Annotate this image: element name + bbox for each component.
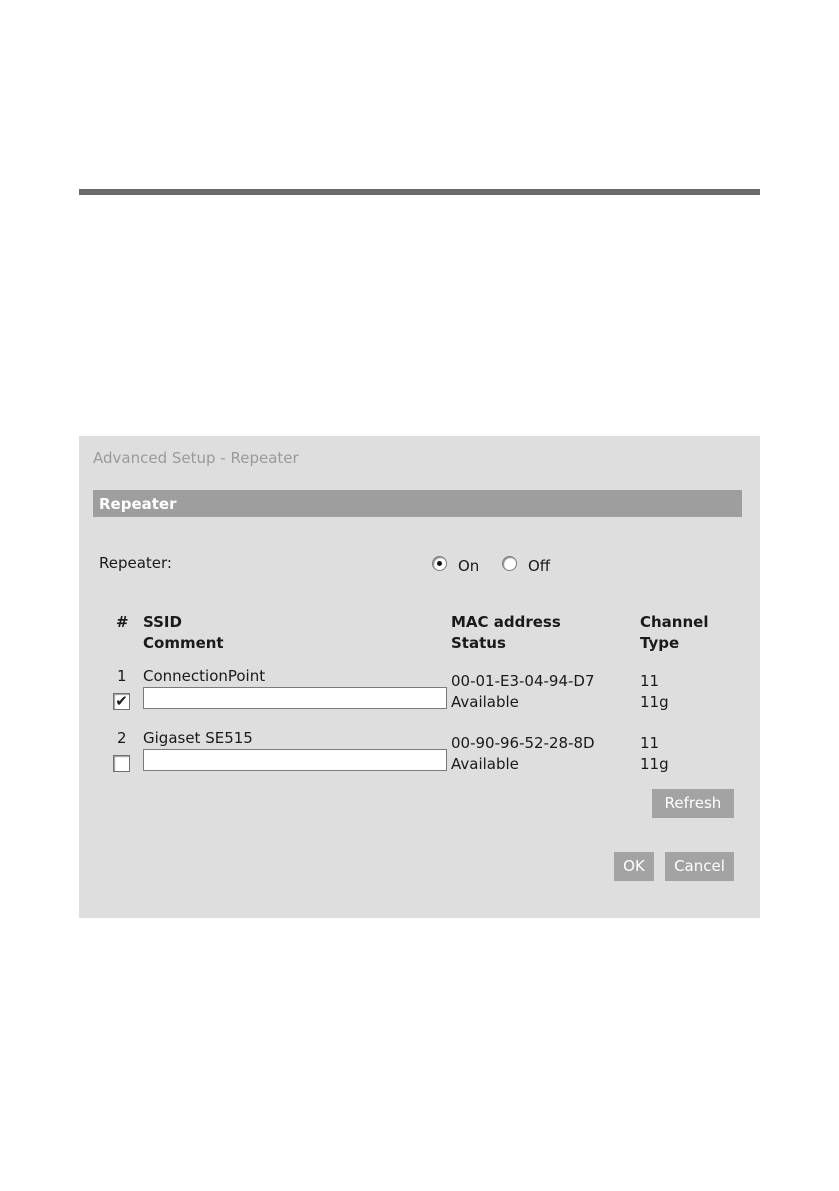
row-select-checkbox[interactable] [113, 755, 130, 772]
ok-button[interactable]: OK [614, 852, 654, 881]
row-mac: 00-90-96-52-28-8D [451, 734, 595, 752]
row-comment-input[interactable] [143, 687, 447, 709]
row-channel: 11 [640, 734, 660, 752]
row-ssid: Gigaset SE515 [143, 729, 253, 747]
row-number: 1 [117, 667, 127, 685]
page-title: Advanced Setup - Repeater [93, 449, 299, 467]
col-header-num: # [116, 613, 129, 631]
section-header [93, 490, 742, 517]
row-type: 11g [640, 693, 669, 711]
row-ssid: ConnectionPoint [143, 667, 266, 685]
repeater-on-label: On [458, 557, 480, 575]
row-type: 11g [640, 755, 669, 773]
col-header-ssid: SSID [143, 613, 182, 631]
row-mac: 00-01-E3-04-94-D7 [451, 672, 595, 690]
row-status: Available [451, 755, 519, 773]
repeater-setup-panel [79, 436, 760, 918]
section-title: Repeater [99, 495, 177, 513]
row-channel: 11 [640, 672, 660, 690]
repeater-label: Repeater: [99, 554, 172, 572]
cancel-button[interactable]: Cancel [665, 852, 734, 881]
row-status: Available [451, 693, 519, 711]
repeater-off-radio[interactable] [502, 556, 517, 571]
repeater-on-radio[interactable] [432, 556, 447, 571]
row-number: 2 [117, 729, 127, 747]
row-select-checkbox[interactable]: ✔ [113, 693, 130, 710]
page-divider [79, 189, 760, 195]
col-header-comment: Comment [143, 634, 224, 652]
col-header-type: Type [640, 634, 680, 652]
col-header-status: Status [451, 634, 506, 652]
repeater-off-label: Off [528, 557, 551, 575]
col-header-channel: Channel [640, 613, 709, 631]
row-comment-input[interactable] [143, 749, 447, 771]
col-header-mac: MAC address [451, 613, 561, 631]
refresh-button[interactable]: Refresh [652, 789, 734, 818]
